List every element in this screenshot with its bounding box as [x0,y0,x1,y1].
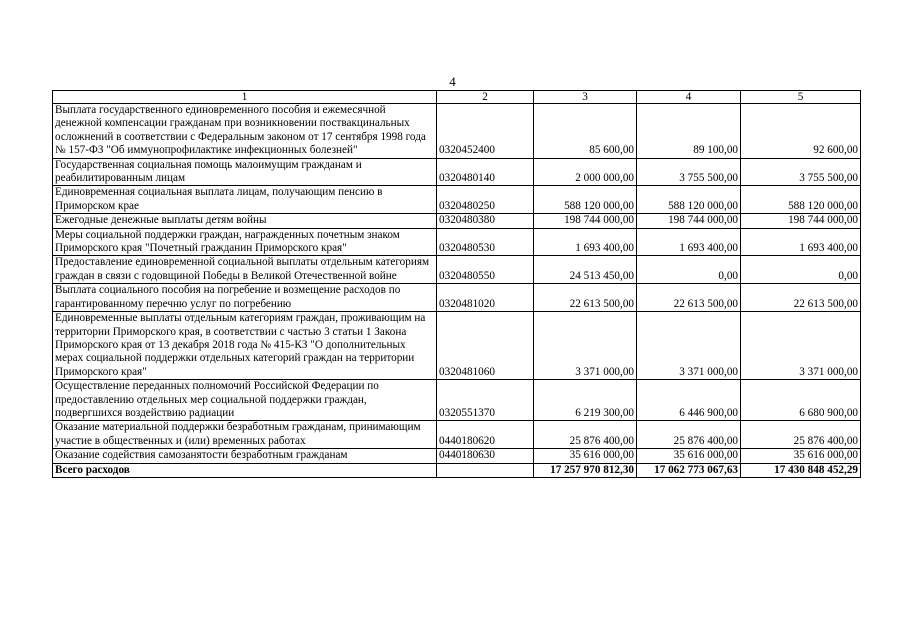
row-code: 0440180620 [437,421,534,449]
row-name: Государственная социальная помощь малоимущим гражданам и реабилитированным лицам [53,158,437,186]
row-code: 0320480380 [437,214,534,228]
column-header-2: 2 [437,91,534,104]
row-name: Меры социальной поддержки граждан, награжденных почетным знаком Приморского края "Почетный гражданин Приморского края" [53,228,437,256]
row-name: Выплата социального пособия на погребение и возмещение расходов по гарантированному перечню услуг по погребению [53,284,437,312]
row-value-3: 85 600,00 [534,104,637,159]
row-code: 0320480550 [437,256,534,284]
row-code: 0320480140 [437,158,534,186]
row-value-3: 1 693 400,00 [534,228,637,256]
row-name: Единовременные выплаты отдельным категориям граждан, проживающим на территории Приморского края, в соответствии с частью 3 статьи 1 Закона Приморского края от 13 декабря 2018 года № 415-КЗ "О дополнительных мерах социальной поддержки отдельных категорий граждан на территории Приморского края" [53,312,437,380]
header-row [53,91,861,104]
budget-table [52,90,861,478]
row-value-5: 0,00 [741,256,861,284]
row-value-3: 3 371 000,00 [534,312,637,380]
table-row [53,104,861,159]
row-value-4: 25 876 400,00 [637,421,741,449]
row-name: Единовременная социальная выплата лицам, получающим пенсию в Приморском крае [53,186,437,214]
row-value-5: 22 613 500,00 [741,284,861,312]
row-value-5: 3 755 500,00 [741,158,861,186]
row-code: 0320551370 [437,380,534,421]
row-value-5: 25 876 400,00 [741,421,861,449]
total-label: Всего расходов [53,463,437,477]
row-value-3: 198 744 000,00 [534,214,637,228]
table-row [53,421,861,449]
total-value-4: 17 062 773 067,63 [637,463,741,477]
row-value-3: 35 616 000,00 [534,449,637,463]
row-value-4: 3 755 500,00 [637,158,741,186]
row-code: 0320480250 [437,186,534,214]
row-value-4: 1 693 400,00 [637,228,741,256]
row-value-3: 588 120 000,00 [534,186,637,214]
row-code: 0320480530 [437,228,534,256]
row-value-3: 2 000 000,00 [534,158,637,186]
row-value-4: 89 100,00 [637,104,741,159]
row-value-5: 3 371 000,00 [741,312,861,380]
total-code-empty [437,463,534,477]
row-code: 0320452400 [437,104,534,159]
row-name: Предоставление единовременной социальной выплаты отдельным категориям граждан в связи с годовщиной Победы в Великой Отечественной войне [53,256,437,284]
row-value-3: 22 613 500,00 [534,284,637,312]
row-value-5: 588 120 000,00 [741,186,861,214]
row-name: Оказание материальной поддержки безработным гражданам, принимающим участие в общественных и (или) временных работах [53,421,437,449]
row-value-5: 1 693 400,00 [741,228,861,256]
row-name: Выплата государственного единовременного пособия и ежемесячной денежной компенсации гражданам при возникновении поствакцинальных осложнений в соответствии с Федеральным законом от 17 сентября 1998 года № 157-ФЗ "Об иммунопрофилактике инфекционных болезней" [53,104,437,159]
row-value-5: 6 680 900,00 [741,380,861,421]
column-header-4: 4 [637,91,741,104]
row-value-4: 22 613 500,00 [637,284,741,312]
page-number: 4 [449,74,456,89]
row-value-4: 3 371 000,00 [637,312,741,380]
row-value-5: 198 744 000,00 [741,214,861,228]
row-name: Ежегодные денежные выплаты детям войны [53,214,437,228]
row-value-4: 35 616 000,00 [637,449,741,463]
row-code: 0440180630 [437,449,534,463]
table-row [53,214,861,228]
column-header-5: 5 [741,91,861,104]
column-header-1: 1 [53,91,437,104]
row-value-4: 0,00 [637,256,741,284]
table-row [53,186,861,214]
table-row [53,380,861,421]
table-row [53,158,861,186]
row-name: Осуществление переданных полномочий Российской Федерации по предоставлению отдельных мер социальной поддержки граждан, подвергшихся воздействию радиации [53,380,437,421]
column-header-3: 3 [534,91,637,104]
total-value-5: 17 430 848 452,29 [741,463,861,477]
row-value-5: 92 600,00 [741,104,861,159]
row-value-5: 35 616 000,00 [741,449,861,463]
row-value-3: 6 219 300,00 [534,380,637,421]
row-value-3: 24 513 450,00 [534,256,637,284]
row-code: 0320481060 [437,312,534,380]
row-value-4: 198 744 000,00 [637,214,741,228]
row-value-4: 588 120 000,00 [637,186,741,214]
table-row [53,256,861,284]
row-value-4: 6 446 900,00 [637,380,741,421]
row-value-3: 25 876 400,00 [534,421,637,449]
total-row [53,463,861,477]
table-row [53,312,861,380]
total-value-3: 17 257 970 812,30 [534,463,637,477]
table-row [53,284,861,312]
row-name: Оказание содействия самозанятости безработным гражданам [53,449,437,463]
row-code: 0320481020 [437,284,534,312]
table-row [53,228,861,256]
table-row [53,449,861,463]
